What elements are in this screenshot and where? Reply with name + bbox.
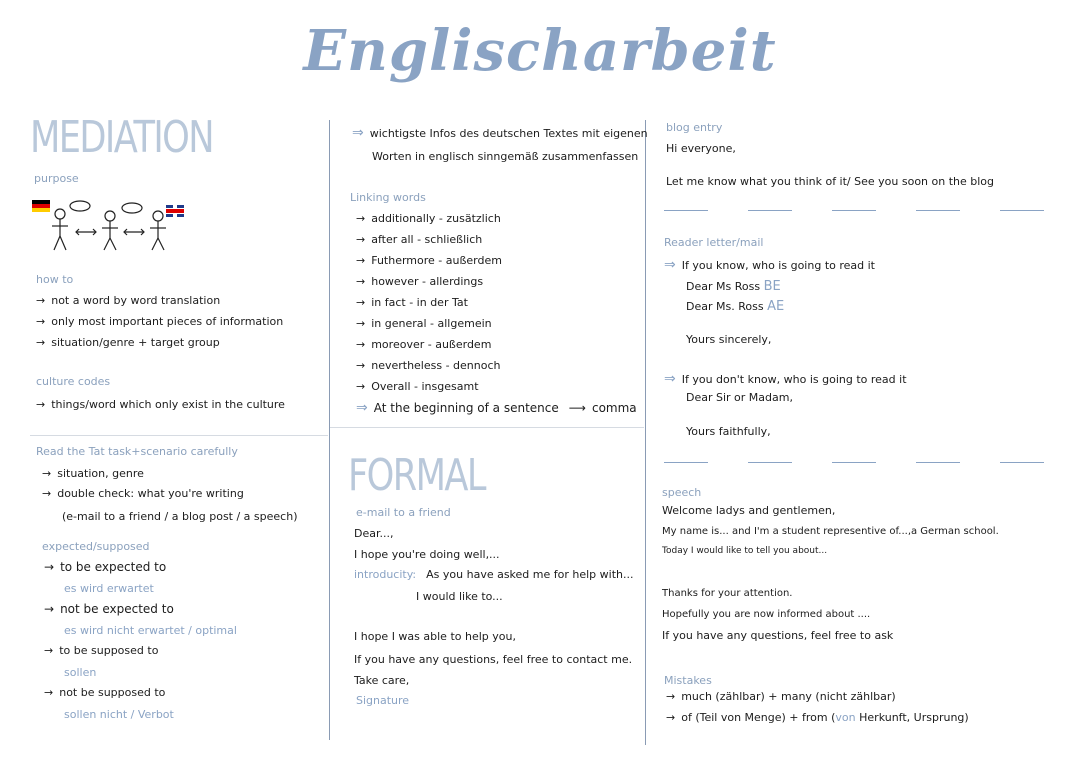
arrow-right-icon: →	[356, 317, 366, 330]
blog-entry-label: blog entry	[666, 121, 723, 134]
column-divider-left	[329, 120, 330, 740]
comma-rule: ⇒ At the beginning of a sentence ⟶ comma	[356, 400, 637, 416]
arrow-right-icon: →	[666, 711, 676, 724]
list-item: → situation/genre + target group	[36, 336, 220, 349]
double-arrow-icon: ⇒	[356, 400, 368, 416]
blog-line: Let me know what you think of it/ See you soon on the blog	[666, 175, 995, 188]
signature-text: Signature	[356, 694, 410, 707]
speech-line: Today I would like to tell you about...	[662, 546, 828, 556]
salutation-line: Dear Ms. Ross AE	[686, 299, 785, 314]
list-item: → of (Teil von Menge) + from (von Herkunft, Ursprung)	[666, 711, 969, 724]
list-item: → much (zählbar) + many (nicht zählbar)	[666, 690, 896, 703]
arrow-right-icon: →	[356, 338, 366, 351]
page-title: Englischarbeit	[303, 18, 777, 84]
list-item: → in general - allgemein	[356, 317, 492, 330]
arrow-right-icon: →	[356, 380, 366, 393]
list-item: → however - allerdings	[356, 275, 484, 288]
mediation-heading: MEDIATION	[30, 112, 213, 163]
section-divider	[30, 435, 328, 436]
translation-text: es wird erwartet	[64, 582, 154, 595]
arrow-right-icon: →	[36, 315, 46, 328]
arrow-right-icon: →	[44, 560, 55, 574]
summary-line: ⇒ wichtigste Infos des deutschen Textes mit eigenen	[352, 125, 648, 141]
salutation-line: Dear Sir or Madam,	[686, 391, 793, 404]
double-arrow-icon: ⇒	[664, 257, 676, 273]
list-item: → in fact - in der Tat	[356, 296, 468, 309]
separator-dash	[748, 210, 792, 211]
separator-dash	[748, 462, 792, 463]
list-item: → after all - schließlich	[356, 233, 483, 246]
closing-line: Yours sincerely,	[686, 333, 772, 346]
stick-figures-icon	[48, 198, 172, 254]
arrow-right-icon: →	[356, 275, 366, 288]
list-item: → not be supposed to	[44, 686, 166, 699]
intro-line: I would like to...	[416, 590, 503, 603]
speech-line: If you have any questions, feel free to ask	[662, 629, 894, 642]
separator-dash	[832, 462, 876, 463]
arrow-right-icon: →	[44, 644, 54, 657]
arrow-right-icon: →	[42, 467, 52, 480]
list-item: → situation, genre	[42, 467, 144, 480]
rule-line: ⇒ If you know, who is going to read it	[664, 257, 875, 273]
speech-line: Hopefully you are now informed about ....	[662, 609, 871, 620]
translation-text: sollen	[64, 666, 97, 679]
email-line: Dear...,	[354, 527, 394, 540]
arrow-right-icon: →	[356, 254, 366, 267]
arrow-right-icon: →	[356, 359, 366, 372]
closing-line: I hope I was able to help you,	[354, 630, 516, 643]
mistakes-label: Mistakes	[664, 674, 712, 687]
culture-codes-label: culture codes	[36, 375, 111, 388]
arrow-right-icon: →	[42, 487, 52, 500]
arrow-right-icon: →	[36, 336, 46, 349]
list-item: → to be expected to	[44, 560, 167, 574]
list-item: → not be expected to	[44, 602, 174, 616]
email-line: I hope you're doing well,...	[354, 548, 500, 561]
uk-flag-icon	[166, 205, 184, 217]
linking-words-label: Linking words	[350, 191, 426, 204]
blog-line: Hi everyone,	[666, 142, 736, 155]
list-item: → additionally - zusätzlich	[356, 212, 501, 225]
list-item: → Overall - insgesamt	[356, 380, 479, 393]
double-arrow-icon: ⇒	[664, 371, 676, 387]
closing-line: Take care,	[354, 674, 410, 687]
column-divider-right	[645, 120, 646, 745]
reader-letter-label: Reader letter/mail	[664, 236, 764, 249]
list-item: → not a word by word translation	[36, 294, 221, 307]
separator-dash	[664, 210, 708, 211]
list-item: → nevertheless - dennoch	[356, 359, 501, 372]
separator-dash	[916, 210, 960, 211]
arrow-right-icon: →	[44, 602, 55, 616]
speech-line: My name is... and I'm a student representive of...,a German school.	[662, 526, 999, 537]
purpose-label: purpose	[34, 172, 79, 185]
arrow-right-icon: →	[666, 690, 676, 703]
expected-label: expected/supposed	[42, 540, 150, 553]
intro-line: introducity: As you have asked me for help with...	[354, 568, 634, 581]
separator-dash	[832, 210, 876, 211]
list-item: → double check: what you're writing	[42, 487, 244, 500]
salutation-line: Dear Ms Ross BE	[686, 279, 781, 294]
arrow-right-icon: ⟶	[568, 401, 586, 415]
speech-label: speech	[662, 486, 702, 499]
list-item: → Futhermore - außerdem	[356, 254, 502, 267]
arrow-right-icon: →	[36, 398, 46, 411]
how-to-label: how to	[36, 273, 74, 286]
list-item: → moreover - außerdem	[356, 338, 492, 351]
arrow-right-icon: →	[356, 212, 366, 225]
separator-dash	[916, 462, 960, 463]
closing-line: Yours faithfully,	[686, 425, 771, 438]
read-example: (e-mail to a friend / a blog post / a speech)	[62, 510, 298, 523]
separator-dash	[1000, 210, 1044, 211]
arrow-right-icon: →	[36, 294, 46, 307]
rule-line: ⇒ If you don't know, who is going to read it	[664, 371, 907, 387]
separator-dash	[1000, 462, 1044, 463]
speech-line: Welcome ladys and gentlemen,	[662, 504, 836, 517]
separator-dash	[664, 462, 708, 463]
arrow-right-icon: →	[356, 233, 366, 246]
double-arrow-icon: ⇒	[352, 125, 364, 141]
arrow-right-icon: →	[356, 296, 366, 309]
closing-line: If you have any questions, feel free to contact me.	[354, 653, 633, 666]
email-label: e-mail to a friend	[356, 506, 451, 519]
list-item: → only most important pieces of information	[36, 315, 284, 328]
translation-text: es wird nicht erwartet / optimal	[64, 624, 237, 637]
read-task-label: Read the Tat task+scenario carefully	[36, 445, 238, 458]
section-divider	[330, 427, 644, 428]
formal-heading: FORMAL	[348, 450, 485, 501]
summary-line: Worten in englisch sinngemäß zusammenfassen	[372, 150, 639, 163]
arrow-right-icon: →	[44, 686, 54, 699]
list-item: → to be supposed to	[44, 644, 159, 657]
list-item: → things/word which only exist in the culture	[36, 398, 285, 411]
speech-line: Thanks for your attention.	[662, 588, 793, 599]
translation-text: sollen nicht / Verbot	[64, 708, 174, 721]
intro-label: introducity:	[354, 568, 417, 581]
